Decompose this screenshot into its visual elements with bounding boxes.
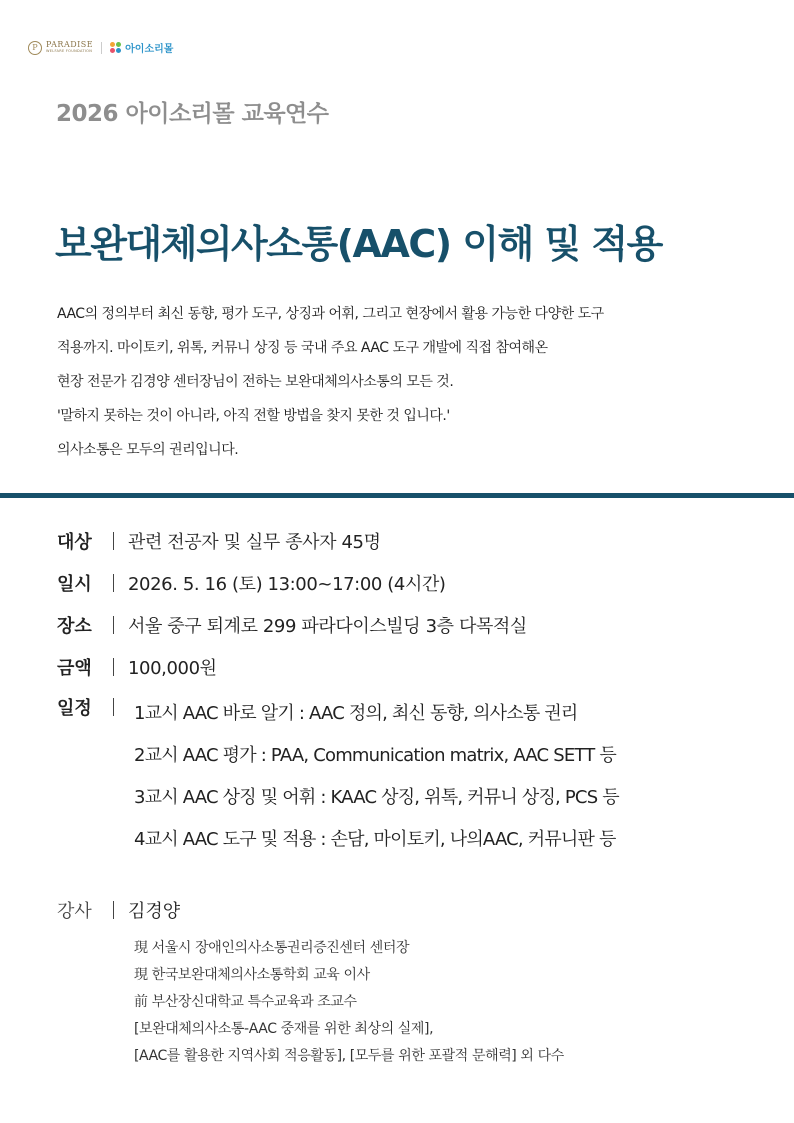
- separator: [113, 532, 114, 550]
- isori-logo: [110, 40, 173, 55]
- page-title: 보완대체의사소통(AAC) 이해 및 적용: [55, 222, 662, 266]
- lecturer-name: 김경양: [128, 901, 181, 922]
- fee-value: 100,000원: [128, 658, 217, 679]
- date-label: 일시: [57, 574, 92, 595]
- place-row: [57, 612, 527, 638]
- event-subtitle: 2026 아이소리몰 교육연수: [56, 101, 329, 127]
- schedule-item: 4교시 AAC 도구 및 적용 : 손담, 마이토키, 나의AAC, 커뮤니판 등: [134, 829, 616, 850]
- lecturer-label: 강사: [57, 901, 92, 922]
- place-value: 서울 중구 퇴계로 299 파라다이스빌딩 3층 다목적실: [128, 616, 527, 637]
- schedule-row: [57, 694, 128, 720]
- career-item: 現 한국보완대체의사소통학회 교육 이사: [134, 967, 370, 983]
- schedule-label: 일정: [57, 698, 92, 719]
- intro-text: [57, 297, 757, 467]
- separator: [113, 698, 114, 716]
- career-item: [보완대체의사소통-AAC 중재를 위한 최상의 실제],: [134, 1021, 434, 1037]
- target-value: 관련 전공자 및 실무 종사자 45명: [128, 532, 381, 553]
- target-row: [57, 528, 381, 554]
- fee-row: [57, 654, 217, 680]
- career-item: 前 부산장신대학교 특수교육과 조교수: [134, 994, 357, 1010]
- intro-line: 현장 전문가 김경양 센터장님이 전하는 보완대체의사소통의 모든 것.: [57, 374, 454, 390]
- paradise-logo-sub: WELFARE FOUNDATION: [46, 49, 93, 54]
- paradise-logo: [28, 41, 93, 55]
- flower-icon: [110, 42, 122, 54]
- schedule-item: 3교시 AAC 상징 및 어휘 : KAAC 상징, 위톡, 커뮤니 상징, PCS 등: [134, 787, 619, 808]
- separator: [113, 901, 114, 919]
- intro-line: 적용까지. 마이토키, 위톡, 커뮤니 상징 등 국내 주요 AAC 도구 개발에 직접 참여해온: [57, 340, 548, 356]
- separator: [113, 658, 114, 676]
- separator: [113, 616, 114, 634]
- intro-line: 의사소통은 모두의 권리입니다.: [57, 442, 239, 458]
- intro-line: AAC의 정의부터 최신 동향, 평가 도구, 상징과 어휘, 그리고 현장에서 활용 가능한 다양한 도구: [57, 306, 604, 322]
- separator: [113, 574, 114, 592]
- intro-line: '말하지 못하는 것이 아니라, 아직 전할 방법을 찾지 못한 것 입니다.': [57, 408, 450, 424]
- date-row: [57, 570, 446, 596]
- career-item: [AAC를 활용한 지역사회 적응활동], [모두를 위한 포괄적 문해력] 외 다수: [134, 1048, 564, 1064]
- schedule-item: 1교시 AAC 바로 알기 : AAC 정의, 최신 동향, 의사소통 권리: [134, 703, 578, 724]
- career-item: 現 서울시 장애인의사소통권리증진센터 센터장: [134, 940, 410, 956]
- paradise-logo-name: PARADISE: [46, 40, 94, 50]
- lecturer-career: [134, 935, 564, 1070]
- logo-area: [28, 40, 173, 55]
- target-label: 대상: [57, 532, 92, 553]
- paradise-logo-icon: P: [28, 41, 42, 55]
- isori-logo-name: 아이소리몰: [125, 44, 174, 55]
- schedule-item: 2교시 AAC 평가 : PAA, Communication matrix, AAC SETT 등: [134, 745, 617, 766]
- section-divider: [0, 493, 794, 498]
- fee-label: 금액: [57, 658, 92, 679]
- lecturer-row: [57, 897, 180, 923]
- place-label: 장소: [57, 616, 92, 637]
- date-value: 2026. 5. 16 (토) 13:00~17:00 (4시간): [128, 574, 446, 595]
- logo-divider: [101, 42, 102, 54]
